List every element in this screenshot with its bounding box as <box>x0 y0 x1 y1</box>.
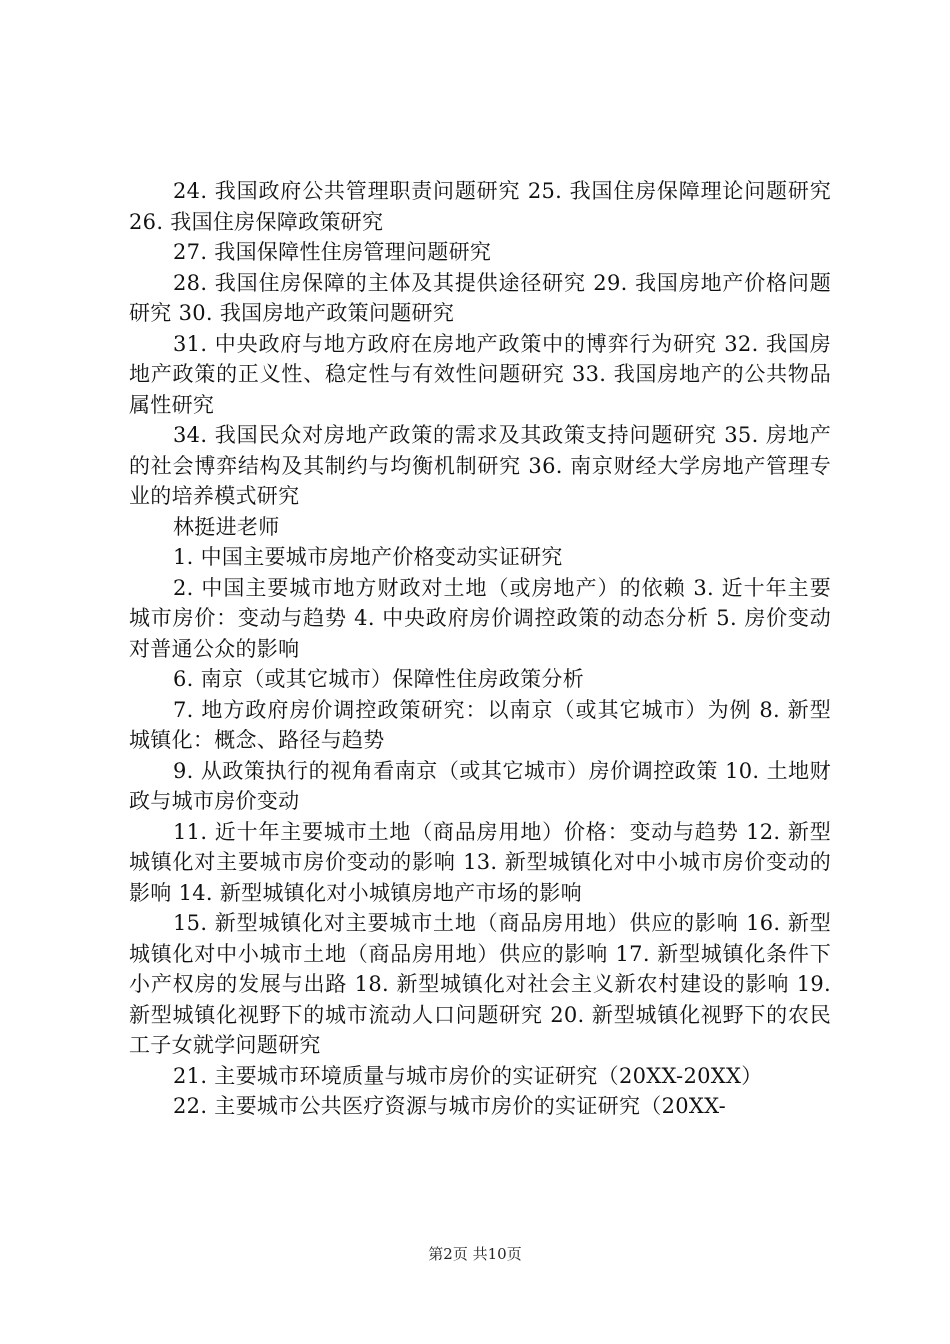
paragraph: 28. 我国住房保障的主体及其提供途径研究 29. 我国房地产价格问题研究 30. 我国房地产政策问题研究 <box>129 270 831 325</box>
document-body <box>129 176 831 1122</box>
paragraph: 9. 从政策执行的视角看南京（或其它城市）房价调控政策 10. 土地财政与城市房价变动 <box>129 758 831 813</box>
page-footer: 第2页 共10页 <box>428 1245 522 1263</box>
paragraph: 15. 新型城镇化对主要城市土地（商品房用地）供应的影响 16. 新型城镇化对中小城市土地（商品房用地）供应的影响 17. 新型城镇化条件下小产权房的发展与出路 18. 新型城镇化对社会主义新农村建设的影响 19. 新型城镇化视野下的城市流动人口问题研究 20. 新型城镇化视野下的农民工子女就学问题研究 <box>129 911 831 1057</box>
paragraph: 24. 我国政府公共管理职责问题研究 25. 我国住房保障理论问题研究 26. 我国住房保障政策研究 <box>129 179 831 234</box>
paragraph: 22. 主要城市公共医疗资源与城市房价的实证研究（20XX- <box>173 1094 727 1118</box>
paragraph: 21. 主要城市环境质量与城市房价的实证研究（20XX-20XX） <box>173 1063 763 1088</box>
paragraph: 6. 南京（或其它城市）保障性住房政策分析 <box>173 667 585 691</box>
paragraph: 27. 我国保障性住房管理问题研究 <box>173 240 492 264</box>
paragraph: 31. 中央政府与地方政府在房地产政策中的博弈行为研究 32. 我国房地产政策的正义性、稳定性与有效性问题研究 33. 我国房地产的公共物品属性研究 <box>129 331 831 417</box>
paragraph: 1. 中国主要城市房地产价格变动实证研究 <box>173 545 563 569</box>
paragraph: 7. 地方政府房价调控政策研究：以南京（或其它城市）为例 8. 新型城镇化：概念、路径与趋势 <box>129 697 831 752</box>
paragraph: 11. 近十年主要城市土地（商品房用地）价格：变动与趋势 12. 新型城镇化对主要城市房价变动的影响 13. 新型城镇化对中小城市房价变动的影响 14. 新型城镇化对小城镇房地产市场的影响 <box>129 819 831 905</box>
teacher-name: 林挺进老师 <box>173 514 280 539</box>
paragraph: 2. 中国主要城市地方财政对土地（或房地产）的依赖 3. 近十年主要城市房价：变动与趋势 4. 中央政府房价调控政策的动态分析 5. 房价变动对普通公众的影响 <box>129 575 831 661</box>
paragraph: 34. 我国民众对房地产政策的需求及其政策支持问题研究 35. 房地产的社会博弈结构及其制约与均衡机制研究 36. 南京财经大学房地产管理专业的培养模式研究 <box>129 423 831 508</box>
